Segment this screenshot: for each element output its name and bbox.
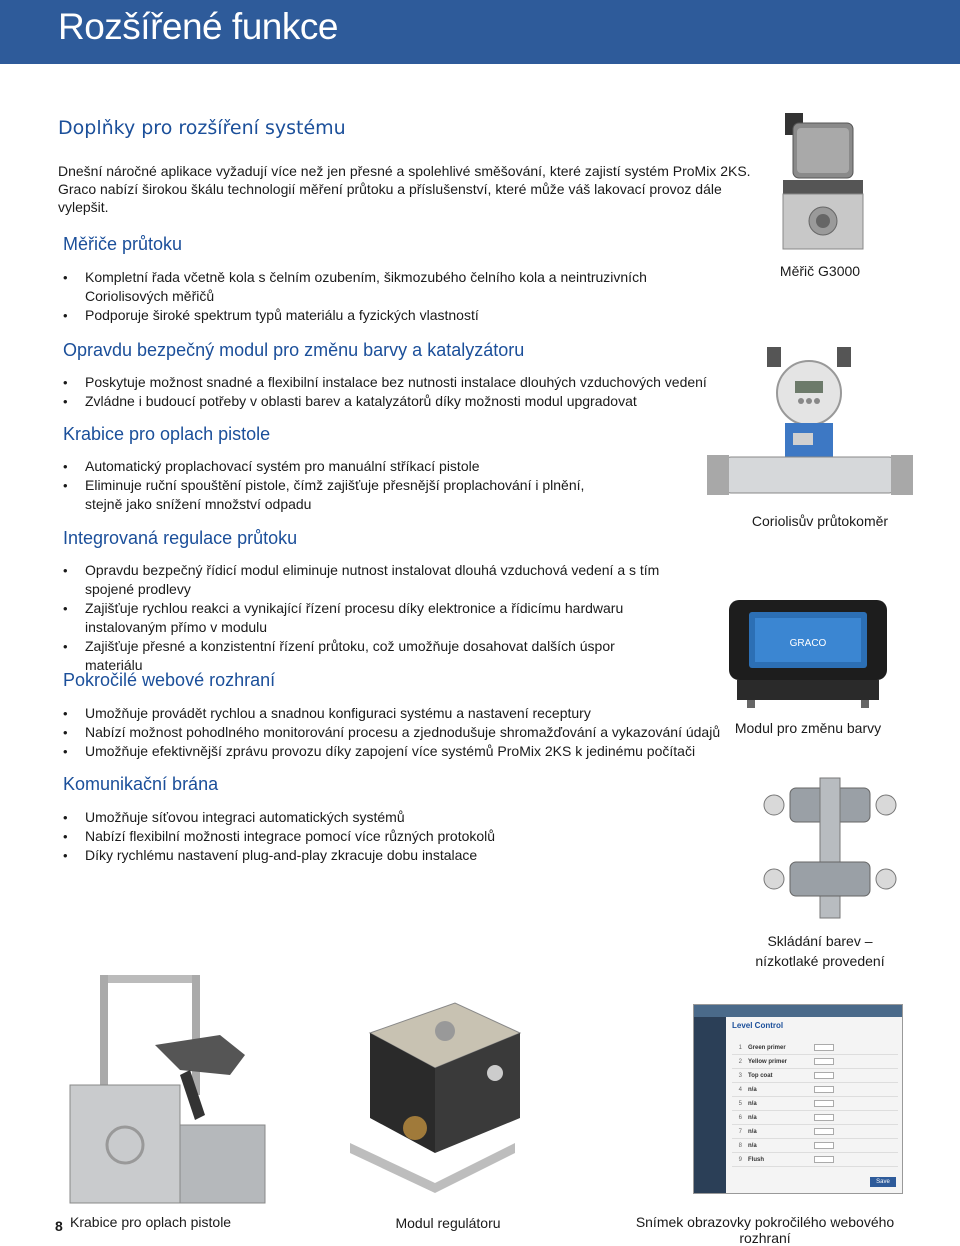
screenshot-row-label: Green primer [748,1045,786,1051]
list-gateway [63,808,663,865]
screenshot-row [732,1041,898,1055]
intro-line-2: Graco nabízí širokou škálu technologií měření průtoku a příslušenství, které může váš lakovací provoz dále vylepšit. [58,181,722,215]
list-item: • Umožňuje síťovou integraci automatických systémů [63,808,663,827]
screenshot-row-field [814,1156,834,1163]
screenshot-row-index: 8 [738,1143,742,1149]
caption-coriolis: Coriolisův průtokoměr [751,513,889,529]
screenshot-row-field [814,1100,834,1107]
screenshot-sidebar [694,1017,726,1193]
page-number: 8 [55,1218,63,1234]
screenshot-row-label: n/a [748,1115,757,1121]
list-item: • Kompletní řada včetně kola s čelním ozubením, šikmozubého čelního kola a neintruzivních Coriolisových měřičů [63,268,663,306]
list-flow-meters [63,268,663,325]
intro-paragraph [58,162,758,216]
caption-web-screenshot: Snímek obrazovky pokročilého webového rozhraní [635,1214,895,1246]
heading-color-module: Opravdu bezpečný modul pro změnu barvy a katalyzátoru [63,340,525,360]
list-item: • Zvládne i budoucí potřeby v oblasti barev a katalyzátorů díky možnosti modul upgradovat [63,392,723,411]
list-color-module [63,373,723,411]
screenshot-row-label: Top coat [748,1073,773,1079]
page-title: Rozšířené funkce [58,6,338,47]
screenshot-row-index: 4 [738,1087,742,1093]
screenshot-row [732,1097,898,1111]
intro-line-1: Dnešní náročné aplikace vyžadují více než jen přesné a spolehlivé směšování, které zajistí systém ProMix 2KS. [58,163,751,179]
screenshot-row [732,1125,898,1139]
screenshot-row-field [814,1044,834,1051]
screenshot-row-field [814,1086,834,1093]
list-web-interface [63,704,723,761]
screenshot-row-label: n/a [748,1101,757,1107]
list-item: • Nabízí možnost pohodlného monitorování procesu a zjednodušuje shromažďování a vykazování údajů [63,723,723,742]
list-item: • Umožňuje efektivnější zprávu provozu díky zapojení více systémů ProMix 2KS k jedinému počítači [63,742,723,761]
list-item: • Nabízí flexibilní možnosti integrace pomocí více různých protokolů [63,827,663,846]
screenshot-row-field [814,1114,834,1121]
page-header [0,0,960,64]
list-item: • Zajišťuje přesné a konzistentní řízení průtoku, což umožňuje dosahovat dalších úspor materiálu [63,637,663,675]
list-flow-control [63,561,663,675]
screenshot-row-field [814,1128,834,1135]
screenshot-row-label: Yellow primer [748,1059,788,1065]
color-stack-image [760,778,900,918]
heading-web-interface: Pokročilé webové rozhraní [63,670,276,690]
list-item: • Poskytuje možnost snadné a flexibilní instalace bez nutnosti instalace dlouhých vzduchových vedení [63,373,723,392]
screenshot-row-label: n/a [748,1129,757,1135]
screenshot-row [732,1111,898,1125]
caption-g3000: Měřič G3000 [779,263,861,279]
screenshot-save-button: Save [870,1177,896,1187]
web-interface-screenshot [693,1004,903,1194]
list-item: • Zajišťuje rychlou reakci a vynikající řízení procesu díky elektronice a řídicímu hardwaru instalovaným přímo v modulu [63,599,663,637]
screenshot-row-index: 5 [738,1101,742,1107]
screenshot-row-label: n/a [748,1087,757,1093]
caption-gun-box: Krabice pro oplach pistole [70,1214,232,1230]
list-item: • Eliminuje ruční spouštění pistole, čímž zajišťuje přesnější proplachování i plnění, stejně jako snížení množství odpadu [63,476,593,514]
caption-color-module: Modul pro změnu barvy [734,720,882,736]
screenshot-row [732,1069,898,1083]
list-item: • Automatický proplachovací systém pro manuální stříkací pistole [63,457,593,476]
screenshot-row [732,1139,898,1153]
section-main-title: Doplňky pro rozšíření systému [58,117,346,139]
screenshot-header: Level Control [732,1021,784,1030]
coriolis-meter-image [705,345,915,505]
heading-gun-flush-box: Krabice pro oplach pistole [63,424,271,444]
screenshot-row-label: Flush [748,1157,764,1163]
screenshot-row [732,1083,898,1097]
color-change-module-image [727,598,889,710]
regulator-module-image [345,1003,525,1193]
screenshot-row [732,1153,898,1167]
screenshot-row-index: 2 [738,1059,742,1065]
screenshot-row-field [814,1072,834,1079]
list-item: • Podporuje široké spektrum typů materiálu a fyzických vlastností [63,306,663,325]
heading-flow-control: Integrovaná regulace průtoku [63,528,298,548]
screenshot-row-index: 9 [738,1157,742,1163]
g3000-meter-image [765,108,875,253]
screenshot-rows [732,1041,898,1167]
heading-flow-meters: Měřiče průtoku [63,234,183,254]
heading-gateway: Komunikační brána [63,774,219,794]
screenshot-row-label: n/a [748,1143,757,1149]
caption-regulator: Modul regulátoru [395,1215,501,1231]
screenshot-row [732,1055,898,1069]
screenshot-row-index: 7 [738,1129,742,1135]
screenshot-row-field [814,1058,834,1065]
gun-flush-box-image [70,975,265,1203]
graco-logo-text: GRACO [789,638,827,649]
list-item: • Umožňuje provádět rychlou a snadnou konfiguraci systému a nastavení receptury [63,704,723,723]
screenshot-row-index: 6 [738,1115,742,1121]
screenshot-nav-bar [694,1005,902,1017]
caption-color-stack-line-2: nízkotlaké provedení [755,953,885,969]
screenshot-row-index: 3 [738,1073,742,1079]
list-gun-flush-box [63,457,593,514]
caption-color-stack-line-1: Skládání barev – [767,933,873,949]
list-item: • Opravdu bezpečný řídicí modul eliminuje nutnost instalovat dlouhá vzduchová vedení a s tím spojené prodlevy [63,561,663,599]
screenshot-row-field [814,1142,834,1149]
list-item: • Díky rychlému nastavení plug-and-play zkracuje dobu instalace [63,846,663,865]
screenshot-row-index: 1 [738,1045,742,1051]
caption-color-stack [740,931,900,971]
